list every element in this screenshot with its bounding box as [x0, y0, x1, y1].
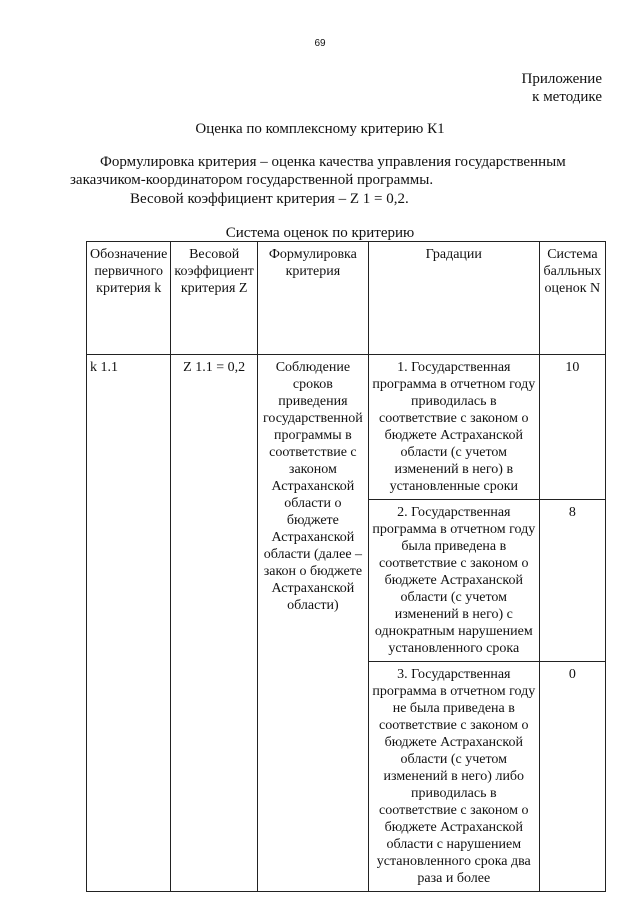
weight-coefficient-text: Весовой коэффициент критерия – Z 1 = 0,2.: [130, 191, 409, 207]
document-title: Оценка по комплексному критерию К1: [195, 121, 445, 137]
header-weight: Весовой коэффициент критерия Z: [171, 242, 258, 355]
cell-weight: Z 1.1 = 0,2: [171, 355, 258, 892]
cell-gradation-1: 1. Государственная программа в отчетном году приводилась в соответствие с законом о бюджете Астраханской области (с учетом изменений в него) в установленные сроки: [368, 355, 539, 500]
table-row: [87, 355, 606, 500]
appendix-line-2: к методике: [532, 89, 602, 105]
table-header-row: [87, 242, 606, 355]
table-caption: Система оценок по критерию: [225, 225, 415, 241]
criterion-line-1: Формулировка критерия – оценка качества управления государственным: [100, 154, 566, 170]
cell-gradation-3: 3. Государственная программа в отчетном году не была приведена в соответствие с законом о бюджете Астраханской области (с учетом изменений в него) либо приводилась в соответствие с законом о бюджете Астраханской области с нарушением установленного срока два раза и более: [368, 662, 539, 892]
criteria-table: [86, 241, 606, 892]
header-score-system: Система балльных оценок N: [539, 242, 605, 355]
cell-formulation: Соблюдение сроков приведения государственной программы в соответствие с законом Астраханской области о бюджете Астраханской области (далее – закон о бюджете Астраханской области): [257, 355, 368, 892]
header-gradations: Градации: [368, 242, 539, 355]
appendix-note: [521, 70, 602, 106]
cell-score-2: 8: [539, 500, 605, 662]
page-number: 69: [314, 38, 326, 49]
header-formulation: Формулировка критерия: [257, 242, 368, 355]
cell-criterion-code: k 1.1: [87, 355, 171, 892]
criterion-paragraph: [70, 153, 610, 189]
cell-score-1: 10: [539, 355, 605, 500]
cell-gradation-2: 2. Государственная программа в отчетном году была приведена в соответствие с законом о бюджете Астраханской области (с учетом изменений в него) с однократным нарушением установленного срока: [368, 500, 539, 662]
criterion-line-2: заказчиком-координатором государственной программы.: [70, 172, 434, 188]
cell-score-3: 0: [539, 662, 605, 892]
appendix-line-1: Приложение: [521, 71, 602, 87]
header-criterion-code: Обозначение первичного критерия k: [87, 242, 171, 355]
